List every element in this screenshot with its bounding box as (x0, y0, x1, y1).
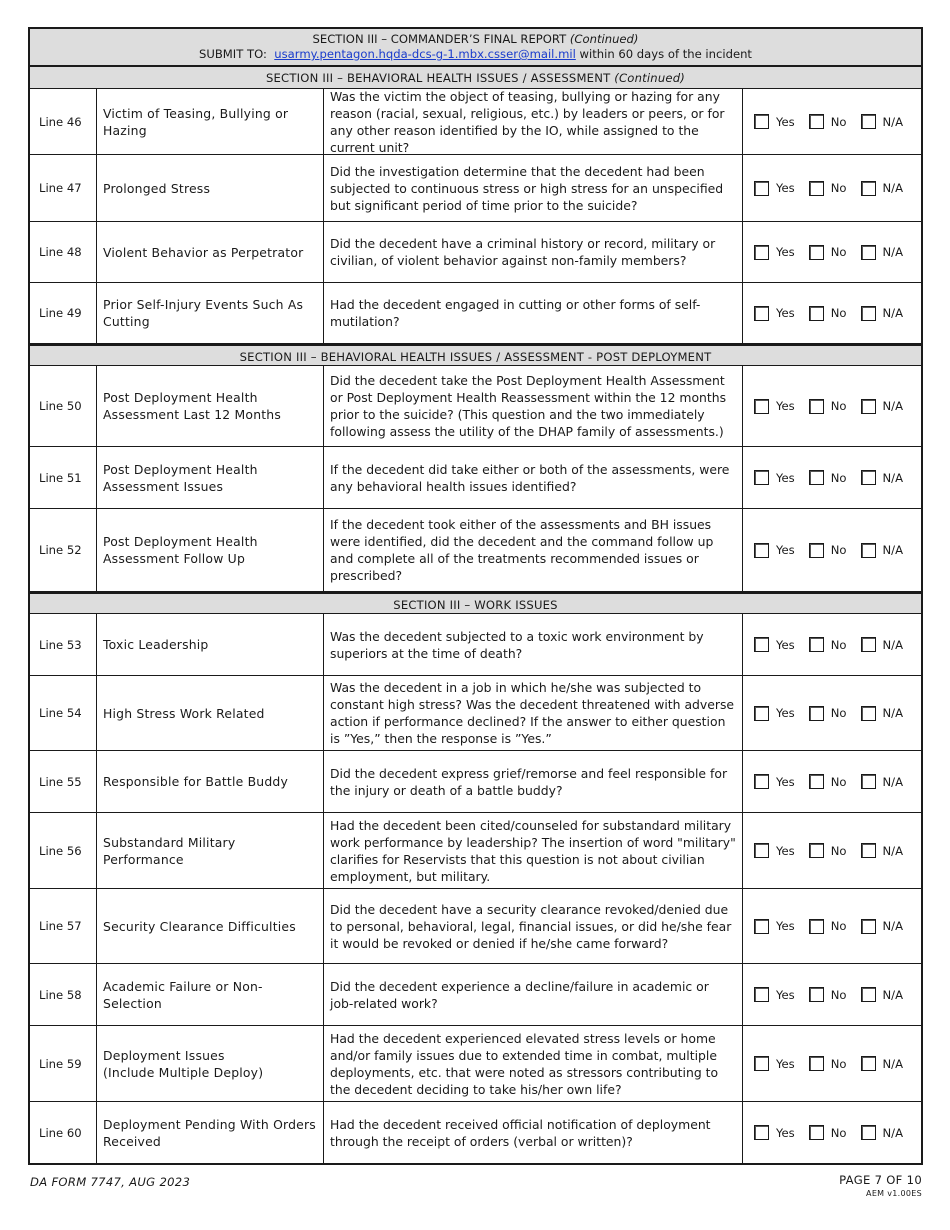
section-title: SECTION III – WORK ISSUES (393, 598, 558, 612)
submit-email-link[interactable]: usarmy.pentagon.hqda-dcs-g-1.mbx.csser@mail.mil (274, 47, 576, 61)
question-row (30, 447, 921, 509)
no-checkbox[interactable] (809, 470, 824, 485)
answer-options (743, 447, 921, 508)
option-no[interactable] (809, 919, 847, 934)
line-number: Line 55 (30, 751, 97, 812)
na-label: N/A (882, 114, 904, 129)
option-na[interactable] (861, 1125, 904, 1140)
question-text: Did the decedent have a criminal history or record, military or civilian, of violent behavior against non-family members? (324, 222, 743, 282)
option-no[interactable] (809, 114, 847, 129)
na-label: N/A (882, 306, 904, 320)
line-number: Line 60 (30, 1102, 97, 1163)
na-label: N/A (882, 1125, 904, 1140)
option-na[interactable] (861, 1056, 904, 1071)
option-no[interactable] (809, 987, 847, 1002)
option-yes[interactable] (754, 1125, 795, 1140)
yes-label: Yes (776, 774, 795, 789)
submit-suffix: within 60 days of the incident (579, 47, 752, 61)
yes-checkbox[interactable] (754, 843, 769, 858)
yes-label: Yes (776, 181, 795, 195)
section-header (30, 344, 921, 366)
question-row (30, 283, 921, 344)
na-checkbox[interactable] (861, 637, 876, 652)
topic-label: Security Clearance Difficulties (97, 889, 324, 963)
line-number: Line 48 (30, 222, 97, 282)
no-checkbox[interactable] (809, 706, 824, 721)
answer-options (743, 222, 921, 282)
no-label: No (830, 1125, 847, 1140)
answer-options (743, 89, 921, 154)
yes-label: Yes (776, 543, 795, 557)
answer-options (743, 813, 921, 888)
yes-checkbox[interactable] (754, 1125, 769, 1140)
line-number: Line 53 (30, 614, 97, 675)
line-number: Line 46 (30, 89, 97, 154)
topic-label: Violent Behavior as Perpetrator (97, 222, 324, 282)
line-number: Line 54 (30, 676, 97, 750)
yes-label: Yes (776, 1125, 795, 1140)
na-label: N/A (882, 637, 904, 652)
yes-label: Yes (776, 1056, 795, 1071)
option-no[interactable] (809, 706, 847, 721)
question-text: Had the decedent experienced elevated stress levels or home and/or family issues due to extended time in combat, multiple deployments, etc. that were noted as stressors contributing to the decedent deciding to take his/her own life? (324, 1026, 743, 1101)
answer-options (743, 676, 921, 750)
option-na[interactable] (861, 543, 904, 558)
answer-options (743, 751, 921, 812)
question-row (30, 89, 921, 155)
option-na[interactable] (861, 919, 904, 934)
no-checkbox[interactable] (809, 1125, 824, 1140)
option-yes[interactable] (754, 987, 795, 1002)
option-yes[interactable] (754, 919, 795, 934)
na-checkbox[interactable] (861, 987, 876, 1002)
yes-label: Yes (776, 114, 795, 129)
no-checkbox[interactable] (809, 1056, 824, 1071)
option-na[interactable] (861, 987, 904, 1002)
option-na[interactable] (861, 306, 904, 321)
na-label: N/A (882, 399, 904, 413)
na-checkbox[interactable] (861, 919, 876, 934)
topic-label: Toxic Leadership (97, 614, 324, 675)
yes-label: Yes (776, 706, 795, 720)
topic-label: Prior Self-Injury Events Such As Cutting (97, 283, 324, 343)
question-text: If the decedent took either of the assessments and BH issues were identified, did the decedent and the command follow up and complete all of the treatments recommended issues or prescribed? (324, 509, 743, 591)
question-text: Had the decedent engaged in cutting or other forms of self-mutilation? (324, 283, 743, 343)
question-text: Did the decedent take the Post Deployment Health Assessment or Post Deployment Health Reassessment within the 12 months prior to the suicide? (This question and the two immediately following assess the utility of the DHAP family of assessments.) (324, 366, 743, 446)
line-number: Line 57 (30, 889, 97, 963)
yes-checkbox[interactable] (754, 987, 769, 1002)
yes-checkbox[interactable] (754, 919, 769, 934)
topic-label: Post Deployment Health Assessment Follow Up (97, 509, 324, 591)
question-row (30, 676, 921, 751)
yes-checkbox[interactable] (754, 1056, 769, 1071)
question-text: Was the decedent subjected to a toxic work environment by superiors at the time of death? (324, 614, 743, 675)
section-title-suffix: (Continued) (614, 71, 686, 85)
no-checkbox[interactable] (809, 774, 824, 789)
question-row (30, 1102, 921, 1163)
topic-label: High Stress Work Related (97, 676, 324, 750)
report-title-suffix: (Continued) (569, 32, 639, 46)
report-title-text: SECTION III – COMMANDER’S FINAL REPORT (312, 32, 567, 46)
footer-right (839, 1173, 922, 1198)
option-no[interactable] (809, 306, 847, 321)
na-checkbox[interactable] (861, 774, 876, 789)
question-row (30, 366, 921, 447)
na-label: N/A (882, 1056, 904, 1071)
option-na[interactable] (861, 843, 904, 858)
section-title: SECTION III – BEHAVIORAL HEALTH ISSUES / ASSESSMENT - POST DEPLOYMENT (239, 350, 712, 364)
no-label: No (830, 843, 847, 858)
question-row (30, 813, 921, 889)
answer-options (743, 1026, 921, 1101)
na-checkbox[interactable] (861, 399, 876, 414)
option-na[interactable] (861, 470, 904, 485)
na-label: N/A (882, 706, 904, 720)
question-text: Did the decedent express grief/remorse and feel responsible for the injury or death of a battle buddy? (324, 751, 743, 812)
question-row (30, 751, 921, 813)
topic-label: Victim of Teasing, Bullying or Hazing (97, 89, 324, 154)
answer-options (743, 366, 921, 446)
no-checkbox[interactable] (809, 987, 824, 1002)
no-label: No (830, 306, 847, 320)
line-number: Line 51 (30, 447, 97, 508)
option-yes[interactable] (754, 543, 795, 558)
yes-label: Yes (776, 987, 795, 1002)
option-na[interactable] (861, 181, 904, 196)
option-yes[interactable] (754, 245, 795, 260)
topic-label: Responsible for Battle Buddy (97, 751, 324, 812)
section-header (30, 67, 921, 89)
question-text: Did the decedent have a security clearance revoked/denied due to personal, behavioral, legal, financial issues, or did he/she fear it would be revoked or denied if he/she came forward? (324, 889, 743, 963)
yes-label: Yes (776, 245, 795, 259)
question-text: Did the investigation determine that the decedent had been subjected to continuous stress or high stress for an unspecified but significant period of time prior to the suicide? (324, 155, 743, 221)
report-header (30, 29, 921, 67)
answer-options (743, 283, 921, 343)
question-text: Had the decedent been cited/counseled for substandard military work performance by leadership? The insertion of word "military" clarifies for Reservists that this question is not about civilian employment, but military. (324, 813, 743, 888)
option-na[interactable] (861, 774, 904, 789)
line-number: Line 58 (30, 964, 97, 1025)
line-number: Line 52 (30, 509, 97, 591)
question-row (30, 614, 921, 676)
yes-checkbox[interactable] (754, 543, 769, 558)
question-text: Had the decedent received official notification of deployment through the receipt of orders (verbal or written)? (324, 1102, 743, 1163)
na-label: N/A (882, 774, 904, 789)
na-checkbox[interactable] (861, 245, 876, 260)
no-checkbox[interactable] (809, 637, 824, 652)
question-row (30, 1026, 921, 1102)
line-number: Line 49 (30, 283, 97, 343)
yes-label: Yes (776, 843, 795, 858)
no-label: No (830, 114, 847, 129)
no-checkbox[interactable] (809, 543, 824, 558)
no-label: No (830, 399, 847, 413)
no-label: No (830, 470, 847, 485)
yes-checkbox[interactable] (754, 245, 769, 260)
option-na[interactable] (861, 399, 904, 414)
no-label: No (830, 245, 847, 259)
na-checkbox[interactable] (861, 1125, 876, 1140)
topic-label: Substandard Military Performance (97, 813, 324, 888)
na-label: N/A (882, 470, 904, 485)
answer-options (743, 614, 921, 675)
question-text: Was the decedent in a job in which he/she was subjected to constant high stress? Was the decedent threatened with adverse action if performance declined? If the answer to either question is ”Yes,” then the response is ”Yes.” (324, 676, 743, 750)
question-row (30, 889, 921, 964)
no-label: No (830, 987, 847, 1002)
option-yes[interactable] (754, 114, 795, 129)
line-number: Line 47 (30, 155, 97, 221)
option-yes[interactable] (754, 774, 795, 789)
no-label: No (830, 181, 847, 195)
question-row (30, 222, 921, 283)
answer-options (743, 964, 921, 1025)
na-label: N/A (882, 987, 904, 1002)
no-label: No (830, 1056, 847, 1071)
option-no[interactable] (809, 843, 847, 858)
yes-label: Yes (776, 306, 795, 320)
na-checkbox[interactable] (861, 470, 876, 485)
question-text: If the decedent did take either or both of the assessments, were any behavioral health issues identified? (324, 447, 743, 508)
yes-label: Yes (776, 637, 795, 652)
na-checkbox[interactable] (861, 543, 876, 558)
no-label: No (830, 706, 847, 720)
form-table (28, 27, 923, 1165)
no-label: No (830, 774, 847, 789)
no-checkbox[interactable] (809, 399, 824, 414)
option-no[interactable] (809, 774, 847, 789)
na-label: N/A (882, 181, 904, 195)
option-na[interactable] (861, 114, 904, 129)
answer-options (743, 155, 921, 221)
option-yes[interactable] (754, 306, 795, 321)
line-number: Line 50 (30, 366, 97, 446)
option-no[interactable] (809, 637, 847, 652)
option-no[interactable] (809, 181, 847, 196)
no-checkbox[interactable] (809, 181, 824, 196)
na-checkbox[interactable] (861, 114, 876, 129)
na-label: N/A (882, 919, 904, 933)
topic-label: Academic Failure or Non-Selection (97, 964, 324, 1025)
question-row (30, 509, 921, 592)
option-na[interactable] (861, 245, 904, 260)
sections-container (30, 67, 921, 1163)
yes-checkbox[interactable] (754, 774, 769, 789)
yes-checkbox[interactable] (754, 114, 769, 129)
option-yes[interactable] (754, 637, 795, 652)
na-checkbox[interactable] (861, 1056, 876, 1071)
option-no[interactable] (809, 1056, 847, 1071)
no-checkbox[interactable] (809, 245, 824, 260)
option-no[interactable] (809, 543, 847, 558)
no-checkbox[interactable] (809, 843, 824, 858)
topic-label: Deployment Issues (Include Multiple Deploy) (97, 1026, 324, 1101)
no-label: No (830, 637, 847, 652)
na-checkbox[interactable] (861, 843, 876, 858)
topic-label: Prolonged Stress (97, 155, 324, 221)
no-checkbox[interactable] (809, 919, 824, 934)
no-label: No (830, 543, 847, 557)
topic-label: Post Deployment Health Assessment Last 12 Months (97, 366, 324, 446)
report-title (30, 32, 921, 47)
submit-label: SUBMIT TO: (199, 47, 267, 61)
option-yes[interactable] (754, 706, 795, 721)
section-header (30, 592, 921, 614)
na-label: N/A (882, 543, 904, 557)
answer-options (743, 1102, 921, 1163)
option-na[interactable] (861, 637, 904, 652)
line-number: Line 59 (30, 1026, 97, 1101)
answer-options (743, 509, 921, 591)
option-na[interactable] (861, 706, 904, 721)
option-yes[interactable] (754, 843, 795, 858)
yes-checkbox[interactable] (754, 399, 769, 414)
no-checkbox[interactable] (809, 306, 824, 321)
section-title: SECTION III – BEHAVIORAL HEALTH ISSUES / ASSESSMENT (265, 71, 611, 85)
answer-options (743, 889, 921, 963)
option-yes[interactable] (754, 399, 795, 414)
form-id: DA FORM 7747, AUG 2023 (30, 1175, 191, 1189)
na-checkbox[interactable] (861, 181, 876, 196)
topic-label: Deployment Pending With Orders Received (97, 1102, 324, 1163)
yes-label: Yes (776, 470, 795, 485)
line-number: Line 56 (30, 813, 97, 888)
yes-checkbox[interactable] (754, 706, 769, 721)
option-no[interactable] (809, 245, 847, 260)
no-checkbox[interactable] (809, 114, 824, 129)
topic-label: Post Deployment Health Assessment Issues (97, 447, 324, 508)
question-text: Was the victim the object of teasing, bullying or hazing for any reason (racial, sexual, religious, etc.) by leaders or peers, or for any other reason identified by the IO, while assigned to the current unit? (324, 89, 743, 154)
no-label: No (830, 919, 847, 933)
option-no[interactable] (809, 1125, 847, 1140)
question-row (30, 964, 921, 1026)
yes-checkbox[interactable] (754, 181, 769, 196)
option-yes[interactable] (754, 1056, 795, 1071)
na-label: N/A (882, 245, 904, 259)
yes-label: Yes (776, 919, 795, 933)
na-checkbox[interactable] (861, 706, 876, 721)
option-no[interactable] (809, 470, 847, 485)
na-label: N/A (882, 843, 904, 858)
question-row (30, 155, 921, 222)
submit-line (30, 47, 921, 62)
page-number: PAGE 7 OF 10 (839, 1173, 922, 1187)
question-text: Did the decedent experience a decline/failure in academic or job-related work? (324, 964, 743, 1025)
yes-checkbox[interactable] (754, 637, 769, 652)
yes-checkbox[interactable] (754, 306, 769, 321)
yes-checkbox[interactable] (754, 470, 769, 485)
option-yes[interactable] (754, 181, 795, 196)
yes-label: Yes (776, 399, 795, 413)
form-version: AEM v1.00ES (866, 1189, 922, 1198)
na-checkbox[interactable] (861, 306, 876, 321)
option-yes[interactable] (754, 470, 795, 485)
option-no[interactable] (809, 399, 847, 414)
